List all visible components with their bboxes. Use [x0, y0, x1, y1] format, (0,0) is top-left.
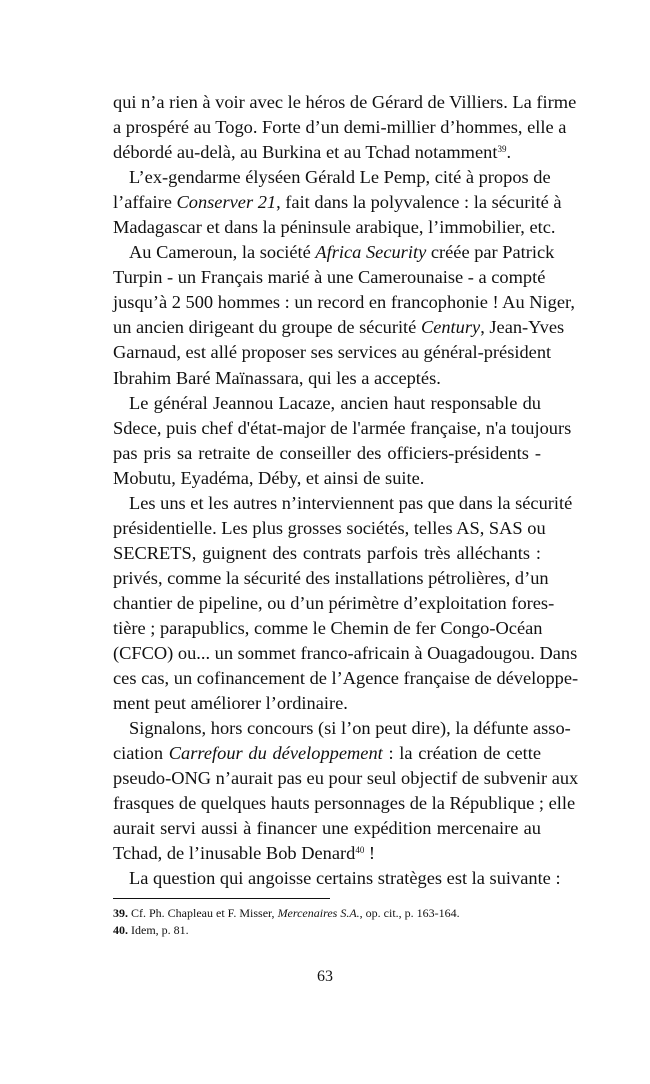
text-line [113, 766, 579, 791]
text-segment: ciation [113, 743, 169, 764]
footnote-number: 39. [113, 906, 128, 920]
text-segment: pas pris sa retraite de conseiller des officiers-présidents - [113, 442, 541, 463]
text-segment: chantier de pipeline, ou d’un périmètre d’exploitation fores- [113, 592, 555, 613]
text-segment: l’affaire [113, 192, 177, 213]
text-segment: Madagascar et dans la péninsule arabique, l’immobilier, etc. [113, 217, 556, 238]
text-segment: Sdece, puis chef d'état-major de l'armée française, n'a toujours [113, 417, 572, 438]
text-line [113, 115, 567, 140]
text-line [113, 240, 555, 265]
text-segment: Mobutu, Eyadéma, Déby, et ainsi de suite. [113, 467, 425, 488]
text-segment: Les uns et les autres n’interviennent pas que dans la sécurité [129, 492, 573, 513]
text-line [113, 866, 561, 891]
text-segment: SECRETS, guignent des contrats parfois très alléchants : [113, 542, 541, 563]
footnotes [113, 905, 460, 939]
footnote-reference: 39 [497, 144, 507, 155]
text-segment: L’ex-gendarme élyséen Gérald Le Pemp, cité à propos de [129, 167, 551, 188]
italic-title: Century [420, 317, 481, 338]
text-segment: a prospéré au Togo. Forte d’un demi-millier d’hommes, elle a [113, 117, 567, 138]
italic-title: Conserver 21 [176, 192, 277, 213]
text-segment: : la création de cette [382, 743, 541, 764]
text-line [113, 516, 546, 541]
text-line [113, 566, 549, 591]
text-line [113, 666, 579, 691]
text-line [113, 140, 541, 165]
text-segment: jusqu’à 2 500 hommes : un record en francophonie ! Au Niger, [113, 292, 575, 313]
text-segment: Garnaud, est allé proposer ses services au général-président [113, 342, 552, 363]
text-line [113, 90, 577, 115]
text-line [113, 616, 541, 641]
text-segment: débordé au-delà, au Burkina et au Tchad notamment [113, 142, 498, 163]
text-segment: créée par Patrick [426, 242, 555, 263]
footnote-separator [113, 898, 330, 899]
footnote-text: , op. cit., p. 163-164. [359, 906, 460, 920]
text-line [113, 290, 575, 315]
text-line [113, 791, 576, 816]
footnote-40 [113, 922, 460, 939]
text-line [113, 265, 546, 290]
footnote-text: Idem, p. 81. [128, 923, 189, 937]
text-line [113, 541, 541, 566]
text-segment: Le général Jeannou Lacaze, ancien haut responsable du [129, 392, 541, 413]
text-line [113, 391, 541, 416]
text-segment: privés, comme la sécurité des installations pétrolières, d’un [113, 567, 549, 588]
text-segment: , Jean-Yves [480, 317, 565, 338]
text-segment: ! [364, 843, 376, 864]
text-line [113, 165, 551, 190]
footnote-number: 40. [113, 923, 128, 937]
text-segment: Ibrahim Baré Maïnassara, qui les a acceptés. [113, 367, 441, 388]
text-line [113, 466, 541, 491]
text-line [113, 691, 541, 716]
italic-title: Africa Security [315, 242, 427, 263]
text-line [113, 315, 565, 340]
text-segment: présidentielle. Les plus grosses sociétés, telles AS, SAS ou [113, 517, 546, 538]
text-line [113, 716, 571, 741]
text-segment: qui n’a rien à voir avec le héros de Gérard de Villiers. La firme [113, 92, 577, 112]
text-segment: , fait dans la polyvalence : la sécurité à [276, 192, 562, 213]
footnote-reference: 40 [355, 845, 365, 856]
text-segment: ment peut améliorer l’ordinaire. [113, 693, 348, 714]
body-text [113, 90, 579, 892]
text-segment: un ancien dirigeant du groupe de sécurité [113, 317, 421, 338]
text-segment: frasques de quelques hauts personnages de la République ; elle [113, 793, 576, 814]
text-line [113, 641, 578, 666]
text-line [113, 416, 572, 441]
text-segment: La question qui angoisse certains stratèges est la suivante : [129, 868, 561, 889]
footnote-book-title: Mercenaires S.A. [277, 906, 360, 920]
text-segment: (CFCO) ou... un sommet franco-africain à Ouagadougou. Dans [113, 643, 578, 664]
text-line [113, 741, 541, 766]
text-segment: Au Cameroun, la société [129, 242, 316, 263]
text-segment: ces cas, un cofinancement de l’Agence française de développe- [113, 668, 579, 689]
text-line [113, 190, 562, 215]
text-line [113, 340, 552, 365]
footnote-text: Cf. Ph. Chapleau et F. Misser, [128, 906, 278, 920]
text-segment: . [506, 142, 512, 163]
italic-title: Carrefour du développement [168, 743, 383, 764]
text-segment: pseudo-ONG n’aurait pas eu pour seul objectif de subvenir aux [113, 768, 579, 789]
text-segment: tière ; parapublics, comme le Chemin de fer Congo-Océan [113, 617, 543, 638]
page-number: 63 [317, 968, 333, 985]
text-line [113, 366, 541, 391]
text-line [113, 591, 555, 616]
text-line [113, 491, 573, 516]
footnote-39 [113, 905, 460, 922]
text-segment: Turpin - un Français marié à une Camerounaise - a compté [113, 267, 546, 288]
text-segment: aurait servi aussi à financer une expédition mercenaire au [113, 818, 541, 839]
text-line [113, 215, 556, 240]
text-segment: Signalons, hors concours (si l’on peut dire), la défunte asso- [129, 718, 571, 739]
text-line [113, 841, 541, 866]
text-line [113, 816, 541, 841]
text-segment: Tchad, de l’inusable Bob Denard [113, 843, 356, 864]
text-line [113, 441, 541, 466]
